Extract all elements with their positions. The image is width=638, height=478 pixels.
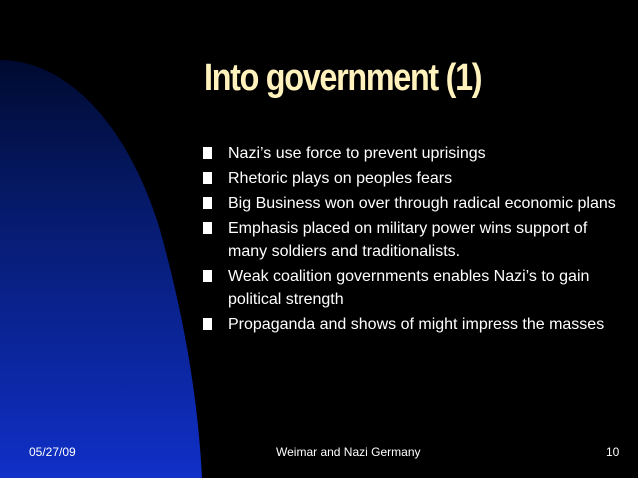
bullet-item	[203, 192, 623, 215]
bullet-text: Nazi’s use force to prevent uprisings	[228, 145, 486, 162]
bullet-item	[203, 217, 623, 263]
square-bullet-icon	[203, 197, 212, 209]
bullet-text: Propaganda and shows of might impress the masses	[228, 316, 605, 333]
bullet-text: Big Business won over through radical economic plans	[228, 195, 616, 212]
slide-title: Into government (1)	[204, 57, 482, 99]
bullet-text: Rhetoric plays on peoples fears	[228, 170, 453, 187]
bullet-item	[203, 265, 623, 311]
bullet-item	[203, 167, 623, 190]
square-bullet-icon	[203, 147, 212, 159]
footer-date: 05/27/09	[29, 445, 76, 459]
square-bullet-icon	[203, 270, 212, 282]
footer-title: Weimar and Nazi Germany	[276, 445, 421, 459]
bullet-text: Emphasis placed on military power wins support of many soldiers and traditionalists.	[228, 220, 588, 260]
bullet-text: Weak coalition governments enables Nazi’s to gain political strength	[228, 268, 590, 308]
bullet-item	[203, 142, 623, 165]
bullet-item	[203, 313, 623, 336]
square-bullet-icon	[203, 222, 212, 234]
square-bullet-icon	[203, 318, 212, 330]
slide-number: 10	[606, 445, 620, 459]
bullet-list	[203, 142, 623, 338]
square-bullet-icon	[203, 172, 212, 184]
